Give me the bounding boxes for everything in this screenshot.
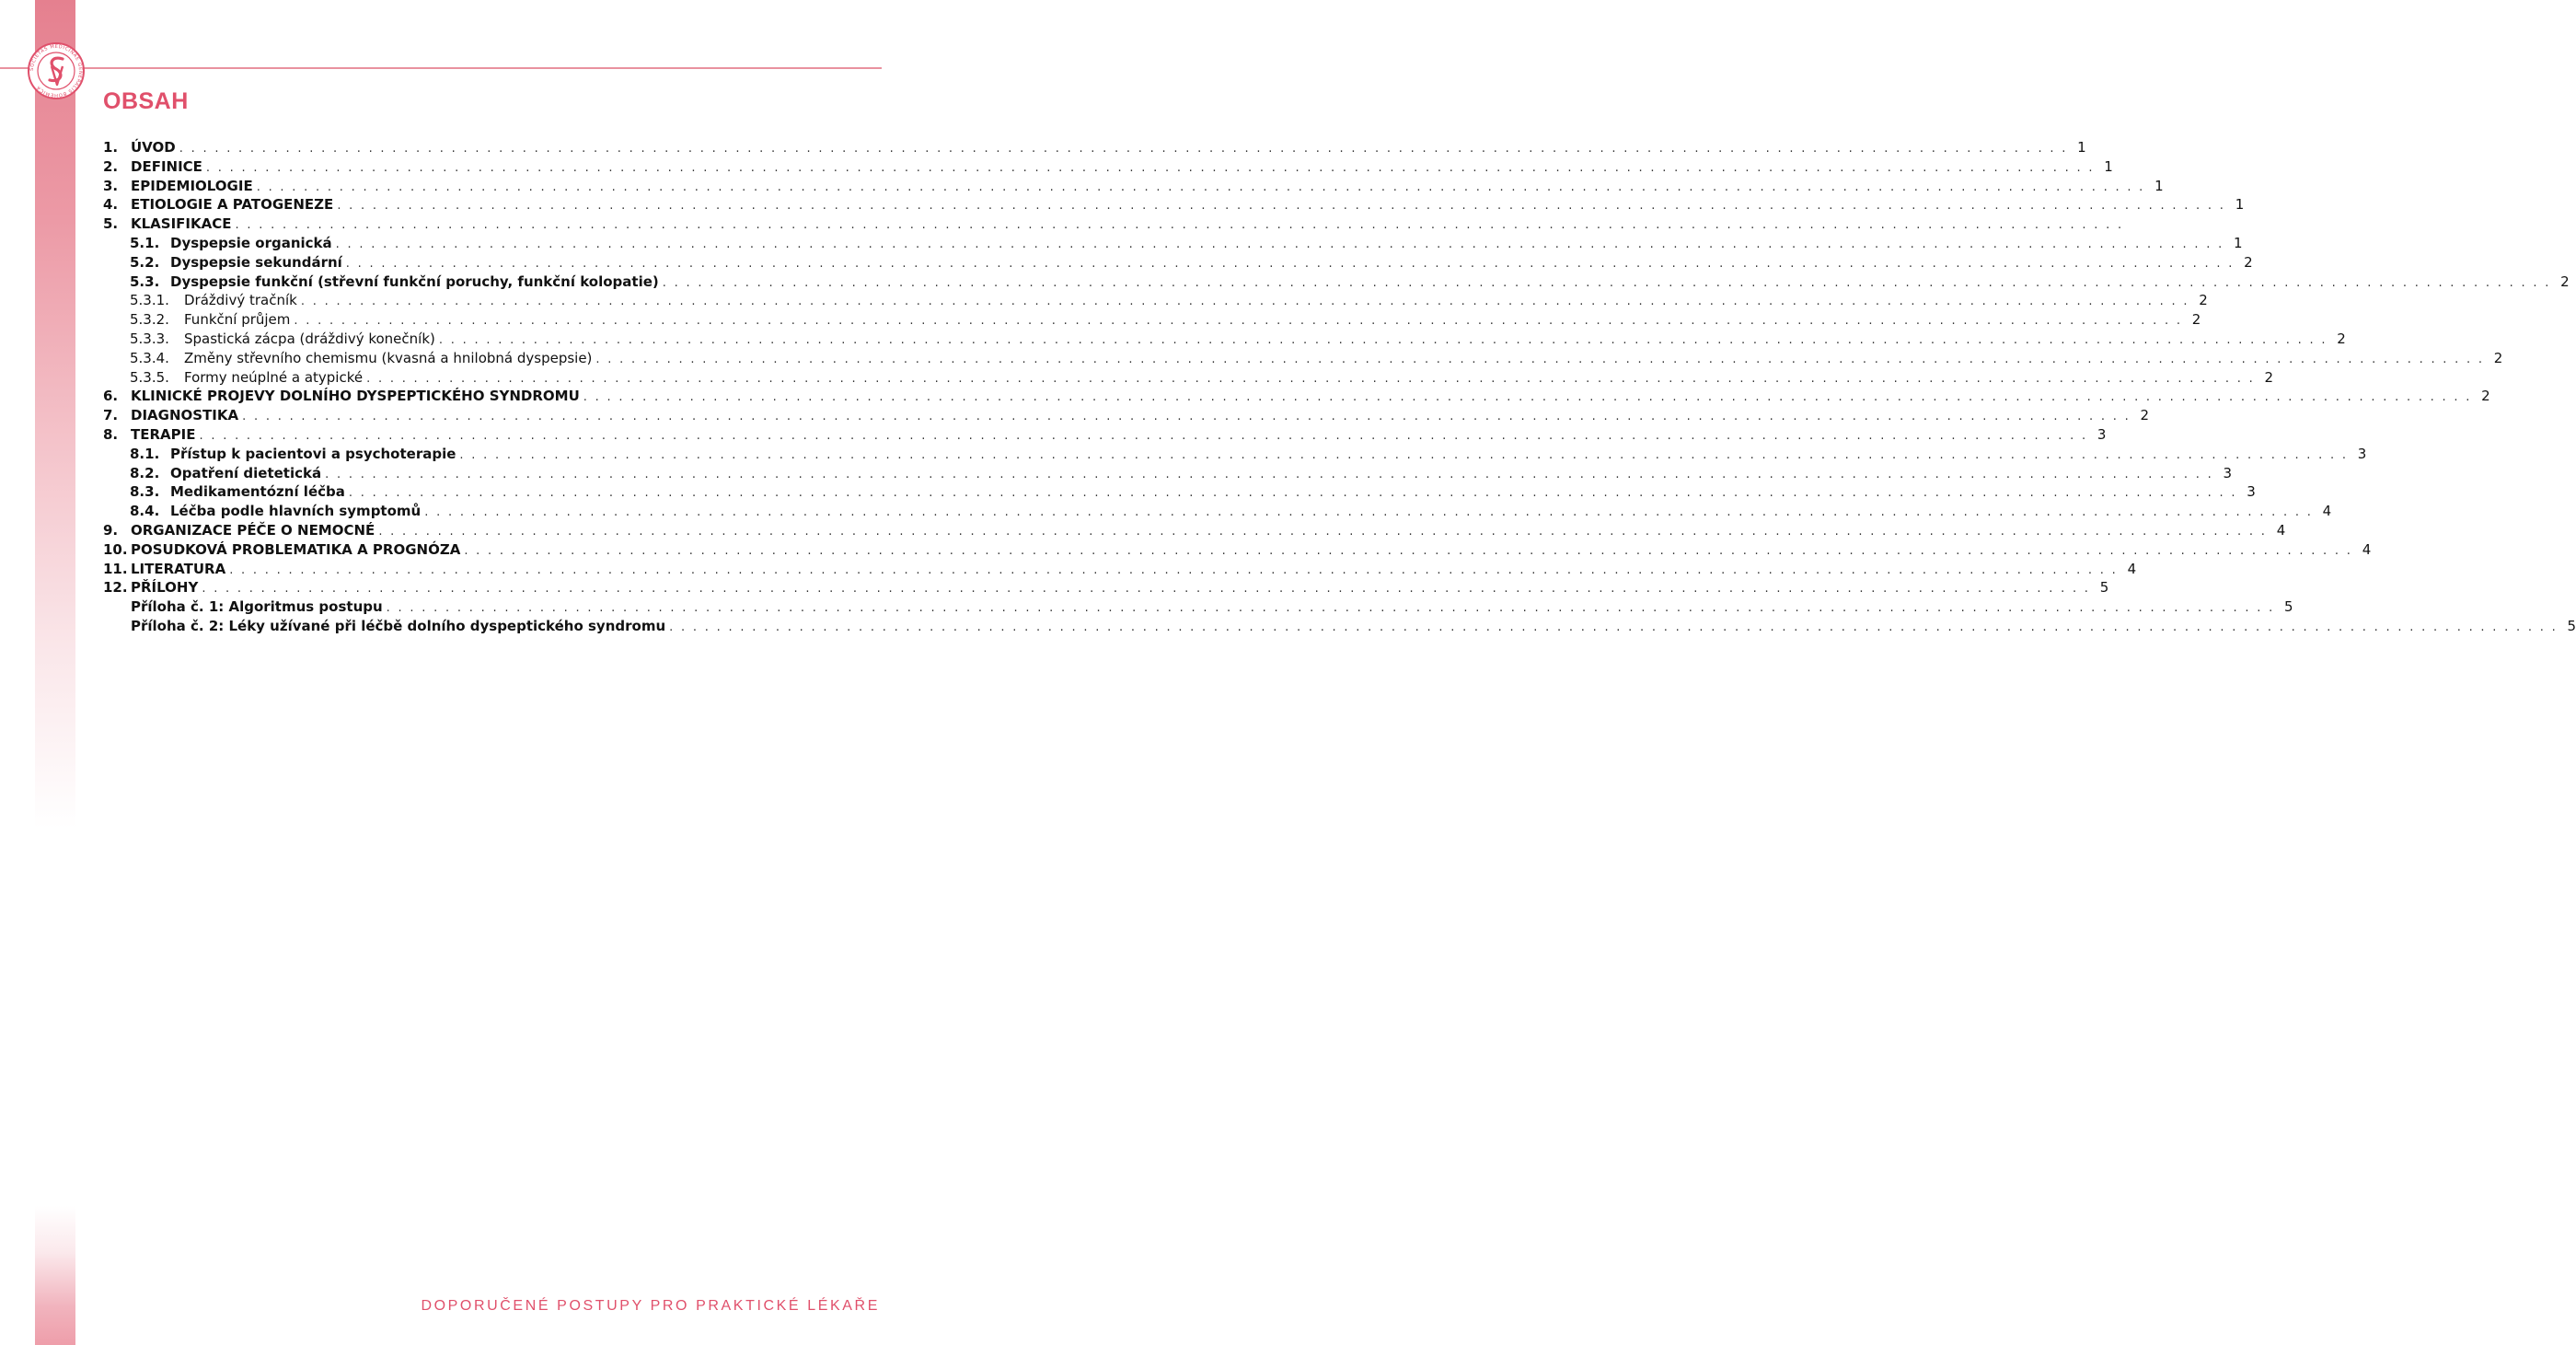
toc-dot-leader: . . . . . . . . . . . . . . . . . . . . . . . . . . . . . . . . . . . . . . . . . . . . . . . . . . . . . . . . . . . . . . . . . . . . . . . . . . . . . . . . . . . . . . . . . . . . . . . . . . . . . . . . . . . . . . . . . . . . . . . . . . . . . . . . . . . . . . . . . . . . . . . . . . . . . . . . . . . . . . . .	[300, 295, 2189, 309]
toc-entry[interactable]	[103, 195, 2245, 215]
toc-entry-page: 3	[2223, 464, 2233, 481]
toc-entry-title: Formy neúplné a atypické	[184, 368, 364, 386]
toc-dot-leader: . . . . . . . . . . . . . . . . . . . . . . . . . . . . . . . . . . . . . . . . . . . . . . . . . . . . . . . . . . . . . . . . . . . . . . . . . . . . . . . . . . . . . . . . . . . . . . . . . . . . . . . . . . . . . . . . . . . . . . . . . . . . . . . . . . . . . . . . . . . . . . . . . . . . . . . . . . . . . . . .	[235, 218, 2124, 233]
toc-entry-title: ORGANIZACE PÉČE O NEMOCNÉ	[131, 521, 375, 539]
seal-text: SOCIETAS MEDICINAE GENERALIS BOHEMICA	[29, 43, 84, 99]
toc-dot-leader: . . . . . . . . . . . . . . . . . . . . . . . . . . . . . . . . . . . . . . . . . . . . . . . . . . . . . . . . . . . . . . . . . . . . . . . . . . . . . . . . . . . . . . . . . . . . . . . . . . . . . . . . . . . . . . . . . . . . . . . . . . . . . . . . . . . . . . . . . . . . . . . . . . . . . . . . . . . . . . . .	[337, 199, 2226, 214]
toc-entry-page: 2	[2140, 407, 2150, 424]
society-seal-icon	[26, 31, 87, 110]
toc-entry-page: 2	[2493, 349, 2503, 366]
toc-entry[interactable]	[103, 138, 2086, 157]
toc-entry-title: Dyspepsie funkční (střevní funkční poruchy, funkční kolopatie)	[170, 272, 659, 290]
toc-entry-page: 2	[2264, 368, 2274, 386]
toc-entry-number: 5.	[103, 215, 119, 233]
toc-dot-leader: . . . . . . . . . . . . . . . . . . . . . . . . . . . . . . . . . . . . . . . . . . . . . . . . . . . . . . . . . . . . . . . . . . . . . . . . . . . . . . . . . . . . . . . . . . . . . . . . . . . . . . . . . . . . . . . . . . . . . . . . . . . . . . . . . . . . . . . . . . . . . . . . . . . . . . . . . . . . . . . .	[199, 428, 2088, 443]
toc-entry-page: 4	[2127, 560, 2137, 577]
toc-entry-page: 2	[2337, 330, 2346, 347]
toc-entry-number: 5.3.5.	[130, 368, 169, 386]
toc-entry[interactable]	[103, 272, 2570, 292]
toc-entry-title: Léčba podle hlavních symptomů	[170, 503, 422, 520]
toc-entry-number: 12.	[103, 579, 128, 597]
toc-entry-page: 3	[2357, 445, 2367, 462]
toc-entry-number: 5.3.2.	[130, 311, 169, 329]
page-title: OBSAH	[103, 88, 189, 114]
toc-entry-title: LITERATURA	[131, 560, 226, 577]
toc-dot-leader: . . . . . . . . . . . . . . . . . . . . . . . . . . . . . . . . . . . . . . . . . . . . . . . . . . . . . . . . . . . . . . . . . . . . . . . . . . . . . . . . . . . . . . . . . . . . . . . . . . . . . . . . . . . . . . . . . . . . . . . . . . . . . . . . . . . . . . . . . . . . . . . . . . . . . . . . . . . . . . . .	[464, 543, 2353, 558]
toc-entry-page: 5	[2567, 617, 2576, 634]
toc-entry-page: 2	[2560, 272, 2570, 290]
toc-entry-title: Spastická zácpa (dráždivý konečník)	[184, 330, 435, 347]
toc-entry-number: 2.	[103, 157, 119, 175]
toc-dot-leader: . . . . . . . . . . . . . . . . . . . . . . . . . . . . . . . . . . . . . . . . . . . . . . . . . . . . . . . . . . . . . . . . . . . . . . . . . . . . . . . . . . . . . . . . . . . . . . . . . . . . . . . . . . . . . . . . . . . . . . . . . . . . . . . . . . . . . . . . . . . . . . . . . . . . . . . . . . . . . . . .	[325, 467, 2214, 481]
toc-dot-leader: . . . . . . . . . . . . . . . . . . . . . . . . . . . . . . . . . . . . . . . . . . . . . . . . . . . . . . . . . . . . . . . . . . . . . . . . . . . . . . . . . . . . . . . . . . . . . . . . . . . . . . . . . . . . . . . . . . . . . . . . . . . . . . . . . . . . . . . . . . . . . . . . . . . . . . . . . . . . . . . .	[662, 275, 2551, 290]
toc-dot-leader: . . . . . . . . . . . . . . . . . . . . . . . . . . . . . . . . . . . . . . . . . . . . . . . . . . . . . . . . . . . . . . . . . . . . . . . . . . . . . . . . . . . . . . . . . . . . . . . . . . . . . . . . . . . . . . . . . . . . . . . . . . . . . . . . . . . . . . . . . . . . . . . . . . . . . . . . . . . . . . . .	[256, 180, 2145, 194]
toc-dot-leader: . . . . . . . . . . . . . . . . . . . . . . . . . . . . . . . . . . . . . . . . . . . . . . . . . . . . . . . . . . . . . . . . . . . . . . . . . . . . . . . . . . . . . . . . . . . . . . . . . . . . . . . . . . . . . . . . . . . . . . . . . . . . . . . . . . . . . . . . . . . . . . . . . . . . . . . . . . . . . . . .	[242, 410, 2131, 424]
toc-entry-number: 3.	[103, 177, 119, 194]
toc-dot-leader: . . . . . . . . . . . . . . . . . . . . . . . . . . . . . . . . . . . . . . . . . . . . . . . . . . . . . . . . . . . . . . . . . . . . . . . . . . . . . . . . . . . . . . . . . . . . . . . . . . . . . . . . . . . . . . . . . . . . . . . . . . . . . . . . . . . . . . . . . . . . . . . . . . . . . . . . . . . . . . . .	[595, 352, 2485, 366]
toc-entry-number: 5.3.1.	[130, 292, 169, 309]
toc-dot-leader: . . . . . . . . . . . . . . . . . . . . . . . . . . . . . . . . . . . . . . . . . . . . . . . . . . . . . . . . . . . . . . . . . . . . . . . . . . . . . . . . . . . . . . . . . . . . . . . . . . . . . . . . . . . . . . . . . . . . . . . . . . . . . . . . . . . . . . . . . . . . . . . . . . . . . . . . . . . . . . . .	[229, 562, 2119, 577]
toc-entry[interactable]	[103, 597, 2293, 617]
toc-entry[interactable]	[103, 253, 2253, 272]
toc-entry[interactable]	[103, 215, 2124, 234]
toc-entry-number: 9.	[103, 521, 119, 539]
toc-entry-number: 7.	[103, 407, 119, 424]
toc-entry[interactable]	[103, 560, 2137, 579]
toc-entry-title: Dráždivý tračník	[184, 292, 297, 309]
toc-entry[interactable]	[103, 464, 2233, 483]
toc-entry-title: KLINICKÉ PROJEVY DOLNÍHO DYSPEPTICKÉHO SYNDROMU	[131, 388, 580, 405]
toc-entry[interactable]	[103, 177, 2164, 196]
toc-entry-page: 1	[2104, 157, 2113, 175]
toc-entry-title: Příloha č. 1: Algoritmus postupu	[131, 598, 383, 616]
toc-entry[interactable]	[103, 425, 2107, 445]
toc-entry[interactable]	[103, 521, 2286, 540]
toc-entry-page: 1	[2077, 139, 2086, 156]
toc-entry-title: Dyspepsie sekundární	[170, 253, 342, 271]
toc-entry[interactable]	[103, 502, 2332, 521]
toc-dot-leader: . . . . . . . . . . . . . . . . . . . . . . . . . . . . . . . . . . . . . . . . . . . . . . . . . . . . . . . . . . . . . . . . . . . . . . . . . . . . . . . . . . . . . . . . . . . . . . . . . . . . . . . . . . . . . . . . . . . . . . . . . . . . . . . . . . . . . . . . . . . . . . . . . . . . . . . . . . . . . . . .	[424, 505, 2314, 520]
toc-entry[interactable]	[103, 445, 2367, 464]
toc-entry[interactable]	[103, 617, 2576, 636]
toc-entry-title: ETIOLOGIE A PATOGENEZE	[131, 196, 334, 214]
toc-entry[interactable]	[103, 482, 2256, 502]
toc-entry[interactable]	[103, 330, 2346, 349]
toc-entry-number: 10.	[103, 540, 128, 558]
toc-entry-page: 3	[2097, 425, 2107, 443]
toc-entry-title: EPIDEMIOLOGIE	[131, 177, 253, 194]
toc-entry-number: 8.2.	[130, 464, 160, 481]
toc-entry-number: 5.3.	[130, 272, 160, 290]
toc-entry-title: Medikamentózní léčba	[170, 483, 345, 501]
toc-dot-leader: . . . . . . . . . . . . . . . . . . . . . . . . . . . . . . . . . . . . . . . . . . . . . . . . . . . . . . . . . . . . . . . . . . . . . . . . . . . . . . . . . . . . . . . . . . . . . . . . . . . . . . . . . . . . . . . . . . . . . . . . . . . . . . . . . . . . . . . . . . . . . . . . . . . . . . . . . . . . . . . .	[438, 332, 2328, 347]
toc-entry-number: 5.3.3.	[130, 330, 169, 347]
footer-series-title: DOPORUČENÉ POSTUPY PRO PRAKTICKÉ LÉKAŘE	[421, 1298, 880, 1314]
toc-dot-leader: . . . . . . . . . . . . . . . . . . . . . . . . . . . . . . . . . . . . . . . . . . . . . . . . . . . . . . . . . . . . . . . . . . . . . . . . . . . . . . . . . . . . . . . . . . . . . . . . . . . . . . . . . . . . . . . . . . . . . . . . . . . . . . . . . . . . . . . . . . . . . . . . . . . . . . . . . . . . . . . .	[583, 390, 2472, 405]
toc-entry-page: 2	[2199, 292, 2208, 309]
header-rule	[0, 67, 882, 69]
toc-entry-title: DEFINICE	[131, 157, 202, 175]
toc-entry-title: PŘÍLOHY	[131, 579, 199, 597]
toc-entry[interactable]	[103, 540, 2372, 560]
toc-entry-number: 5.1.	[130, 234, 160, 251]
toc-entry-number: 8.1.	[130, 445, 160, 462]
toc-entry[interactable]	[103, 578, 2109, 597]
toc-entry-number: 8.4.	[130, 503, 160, 520]
toc-entry-page: 5	[2284, 598, 2293, 616]
toc-entry-number: 6.	[103, 388, 119, 405]
toc-entry-number: 1.	[103, 139, 119, 156]
toc-dot-leader: . . . . . . . . . . . . . . . . . . . . . . . . . . . . . . . . . . . . . . . . . . . . . . . . . . . . . . . . . . . . . . . . . . . . . . . . . . . . . . . . . . . . . . . . . . . . . . . . . . . . . . . . . . . . . . . . . . . . . . . . . . . . . . . . . . . . . . . . . . . . . . . . . . . . . . . . . . . . . . . .	[378, 524, 2268, 539]
toc-entry-number: 5.3.4.	[130, 349, 169, 366]
toc-entry-number: 8.	[103, 425, 119, 443]
toc-entry-page: 1	[2234, 234, 2243, 251]
toc-entry-title: Dyspepsie organická	[170, 234, 332, 251]
toc-dot-leader: . . . . . . . . . . . . . . . . . . . . . . . . . . . . . . . . . . . . . . . . . . . . . . . . . . . . . . . . . . . . . . . . . . . . . . . . . . . . . . . . . . . . . . . . . . . . . . . . . . . . . . . . . . . . . . . . . . . . . . . . . . . . . . . . . . . . . . . . . . . . . . . . . . . . . . . . . . . . . . . .	[345, 256, 2235, 271]
toc-entry[interactable]	[103, 368, 2274, 388]
toc-entry-page: 5	[2099, 579, 2109, 597]
toc-entry-number: 11.	[103, 560, 128, 577]
toc-entry-number: 5.2.	[130, 253, 160, 271]
toc-entry-title: Změny střevního chemismu (kvasná a hnilobná dyspepsie)	[184, 349, 593, 366]
toc-entry[interactable]	[103, 387, 2490, 406]
toc-entry[interactable]	[103, 310, 2201, 330]
toc-entry-page: 2	[2191, 311, 2201, 329]
toc-entry[interactable]	[103, 291, 2208, 310]
toc-entry-title: ÚVOD	[131, 139, 176, 156]
toc-dot-leader: . . . . . . . . . . . . . . . . . . . . . . . . . . . . . . . . . . . . . . . . . . . . . . . . . . . . . . . . . . . . . . . . . . . . . . . . . . . . . . . . . . . . . . . . . . . . . . . . . . . . . . . . . . . . . . . . . . . . . . . . . . . . . . . . . . . . . . . . . . . . . . . . . . . . . . . . . . . . . . . .	[459, 447, 2349, 462]
table-of-contents	[103, 138, 2576, 636]
toc-entry-page: 4	[2362, 540, 2372, 558]
toc-entry[interactable]	[103, 406, 2150, 425]
toc-dot-leader: . . . . . . . . . . . . . . . . . . . . . . . . . . . . . . . . . . . . . . . . . . . . . . . . . . . . . . . . . . . . . . . . . . . . . . . . . . . . . . . . . . . . . . . . . . . . . . . . . . . . . . . . . . . . . . . . . . . . . . . . . . . . . . . . . . . . . . . . . . . . . . . . . . . . . . . . . . . . . . . .	[348, 486, 2237, 501]
toc-dot-leader: . . . . . . . . . . . . . . . . . . . . . . . . . . . . . . . . . . . . . . . . . . . . . . . . . . . . . . . . . . . . . . . . . . . . . . . . . . . . . . . . . . . . . . . . . . . . . . . . . . . . . . . . . . . . . . . . . . . . . . . . . . . . . . . . . . . . . . . . . . . . . . . . . . . . . . . . . . . . . . . .	[205, 160, 2095, 175]
toc-dot-leader: . . . . . . . . . . . . . . . . . . . . . . . . . . . . . . . . . . . . . . . . . . . . . . . . . . . . . . . . . . . . . . . . . . . . . . . . . . . . . . . . . . . . . . . . . . . . . . . . . . . . . . . . . . . . . . . . . . . . . . . . . . . . . . . . . . . . . . . . . . . . . . . . . . . . . . . . . . . . . . . .	[366, 371, 2256, 386]
toc-entry-page: 4	[2322, 503, 2332, 520]
toc-dot-leader: . . . . . . . . . . . . . . . . . . . . . . . . . . . . . . . . . . . . . . . . . . . . . . . . . . . . . . . . . . . . . . . . . . . . . . . . . . . . . . . . . . . . . . . . . . . . . . . . . . . . . . . . . . . . . . . . . . . . . . . . . . . . . . . . . . . . . . . . . . . . . . . . . . . . . . . . . . . . . . . .	[202, 582, 2091, 597]
toc-dot-leader: . . . . . . . . . . . . . . . . . . . . . . . . . . . . . . . . . . . . . . . . . . . . . . . . . . . . . . . . . . . . . . . . . . . . . . . . . . . . . . . . . . . . . . . . . . . . . . . . . . . . . . . . . . . . . . . . . . . . . . . . . . . . . . . . . . . . . . . . . . . . . . . . . . . . . . . . . . . . . . . .	[669, 620, 2559, 634]
toc-entry-title: Opatření dietetická	[170, 464, 322, 481]
toc-entry-page: 1	[2235, 196, 2245, 214]
toc-dot-leader: . . . . . . . . . . . . . . . . . . . . . . . . . . . . . . . . . . . . . . . . . . . . . . . . . . . . . . . . . . . . . . . . . . . . . . . . . . . . . . . . . . . . . . . . . . . . . . . . . . . . . . . . . . . . . . . . . . . . . . . . . . . . . . . . . . . . . . . . . . . . . . . . . . . . . . . . . . . . . . . .	[294, 314, 2183, 329]
toc-entry-page: 2	[2481, 388, 2490, 405]
toc-dot-leader: . . . . . . . . . . . . . . . . . . . . . . . . . . . . . . . . . . . . . . . . . . . . . . . . . . . . . . . . . . . . . . . . . . . . . . . . . . . . . . . . . . . . . . . . . . . . . . . . . . . . . . . . . . . . . . . . . . . . . . . . . . . . . . . . . . . . . . . . . . . . . . . . . . . . . . . . . . . . . . . .	[179, 142, 2068, 156]
side-decorative-band	[35, 0, 75, 1345]
toc-entry[interactable]	[103, 349, 2503, 368]
toc-entry-title: Přístup k pacientovi a psychoterapie	[170, 445, 456, 462]
toc-entry-page: 2	[2244, 253, 2253, 271]
toc-entry-title: DIAGNOSTIKA	[131, 407, 239, 424]
toc-entry-title: Příloha č. 2: Léky užívané při léčbě dolního dyspeptického syndromu	[131, 617, 666, 634]
toc-entry-title: KLASIFIKACE	[131, 215, 232, 233]
toc-entry[interactable]	[103, 234, 2243, 253]
toc-dot-leader: . . . . . . . . . . . . . . . . . . . . . . . . . . . . . . . . . . . . . . . . . . . . . . . . . . . . . . . . . . . . . . . . . . . . . . . . . . . . . . . . . . . . . . . . . . . . . . . . . . . . . . . . . . . . . . . . . . . . . . . . . . . . . . . . . . . . . . . . . . . . . . . . . . . . . . . . . . . . . . . .	[386, 601, 2275, 616]
toc-entry-title: Funkční průjem	[184, 311, 291, 329]
toc-entry-page: 4	[2276, 521, 2286, 539]
toc-entry-page: 3	[2247, 483, 2256, 501]
toc-dot-leader: . . . . . . . . . . . . . . . . . . . . . . . . . . . . . . . . . . . . . . . . . . . . . . . . . . . . . . . . . . . . . . . . . . . . . . . . . . . . . . . . . . . . . . . . . . . . . . . . . . . . . . . . . . . . . . . . . . . . . . . . . . . . . . . . . . . . . . . . . . . . . . . . . . . . . . . . . . . . . . . .	[335, 237, 2224, 251]
toc-entry-number: 8.3.	[130, 483, 160, 501]
toc-entry-number: 4.	[103, 196, 119, 214]
toc-entry-title: TERAPIE	[131, 425, 196, 443]
toc-entry-title: POSUDKOVÁ PROBLEMATIKA A PROGNÓZA	[131, 540, 461, 558]
toc-entry-page: 1	[2154, 177, 2164, 194]
toc-entry[interactable]	[103, 157, 2113, 177]
